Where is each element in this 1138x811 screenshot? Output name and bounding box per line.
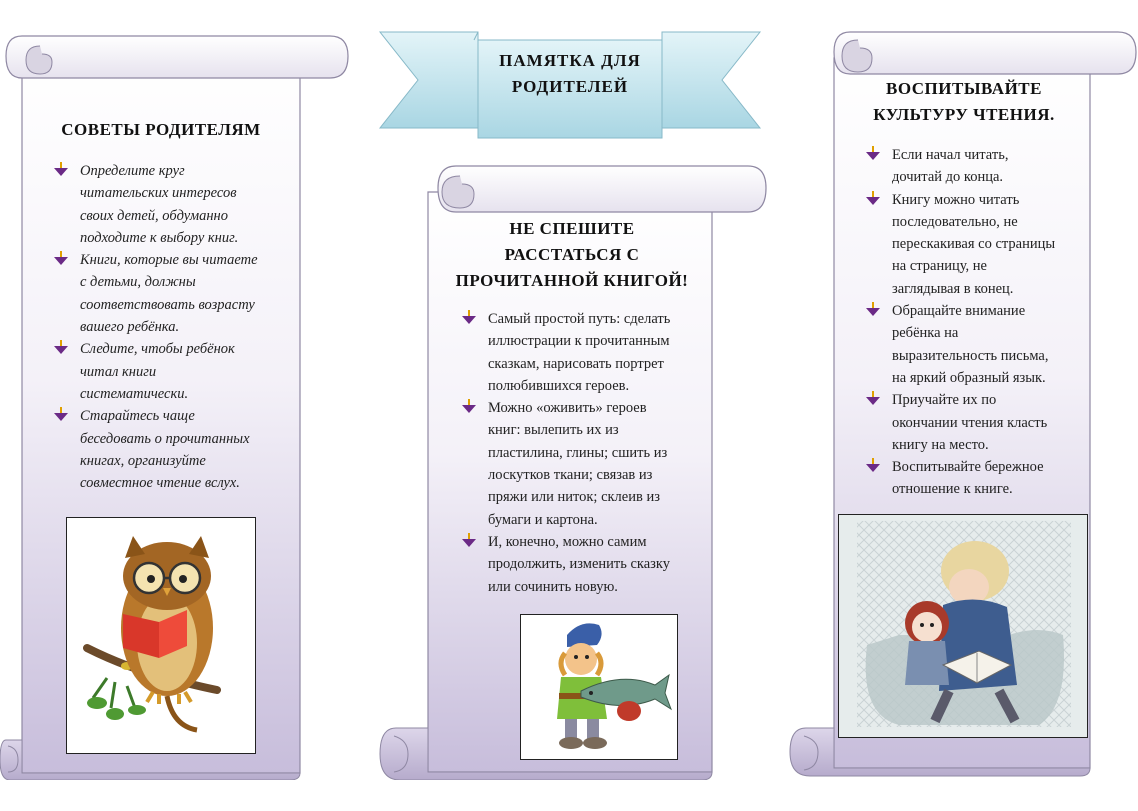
arrow-down-bullet-icon: [462, 399, 476, 413]
arrow-down-bullet-icon: [866, 146, 880, 160]
page-title: [478, 48, 662, 100]
list-item: [54, 160, 304, 249]
owl-illustration: [66, 517, 256, 754]
list-item-text: Приучайте их по окончании чтения класть книгу на место.: [892, 392, 1048, 453]
child-reading-with-doll-icon: [839, 515, 1087, 737]
arrow-down-bullet-icon: [462, 533, 476, 547]
arrow-down-bullet-icon: [54, 407, 68, 421]
middle-advice-list: [462, 308, 712, 598]
list-item-text: Самый простой путь: сделать иллюстрации к прочитанным сказкам, нарисовать портрет полюбившихся героев.: [488, 311, 671, 394]
child-reading-illustration: [838, 514, 1088, 738]
left-panel-title: СОВЕТЫ РОДИТЕЛЯМ: [61, 120, 261, 139]
list-item: [462, 397, 712, 531]
arrow-down-bullet-icon: [462, 310, 476, 324]
arrow-down-bullet-icon: [54, 251, 68, 265]
list-item: [54, 405, 304, 494]
left-scroll-panel: [0, 28, 350, 780]
arrow-down-bullet-icon: [866, 302, 880, 316]
right-title-line1: ВОСПИТЫВАЙТЕ: [886, 79, 1042, 98]
list-item: [866, 189, 1096, 300]
middle-title-line1: НЕ СПЕШИТЕ: [509, 219, 635, 238]
list-item-text: Воспитывайте бережное отношение к книге.: [892, 459, 1044, 498]
right-panel-title: [840, 76, 1088, 128]
middle-panel-title: [432, 216, 712, 294]
list-item-text: Книги, которые вы читаете с детьми, должны соответствовать возрасту вашего ребёнка.: [80, 252, 258, 336]
list-item: [462, 531, 712, 598]
right-advice-list: [866, 144, 1096, 501]
gnome-with-fish-icon: [521, 615, 677, 759]
list-item: [462, 308, 712, 397]
middle-title-line2: РАССТАТЬСЯ С: [504, 245, 640, 264]
list-item: [54, 338, 304, 405]
list-item: [866, 456, 1096, 501]
list-item-text: Обращайте внимание ребёнка на выразительность письма, на яркий образный язык.: [892, 303, 1049, 386]
page-title-line2: РОДИТЕЛЕЙ: [511, 77, 629, 96]
list-item: [866, 300, 1096, 389]
list-item-text: Можно «оживить» героев книг: вылепить их из пластилина, глины; сшить из лоскутков ткани; связав из пряжи или ниток; склеив из бумаги и картона.: [488, 400, 668, 528]
middle-title-line3: ПРОЧИТАННОЙ КНИГОЙ!: [455, 271, 689, 290]
list-item: [866, 144, 1096, 189]
list-item-text: Если начал читать, дочитай до конца.: [892, 147, 1009, 186]
left-advice-list: [54, 160, 304, 494]
list-item-text: Старайтесь чаще беседовать о прочитанных книгах, организуйте совместное чтение вслух.: [80, 408, 250, 492]
right-title-line2: КУЛЬТУРУ ЧТЕНИЯ.: [873, 105, 1055, 124]
owl-reading-book-icon: [67, 518, 255, 753]
list-item: [54, 249, 304, 338]
arrow-down-bullet-icon: [866, 391, 880, 405]
arrow-down-bullet-icon: [54, 162, 68, 176]
arrow-down-bullet-icon: [866, 458, 880, 472]
title-ribbon: [378, 28, 762, 146]
right-scroll-panel: [788, 28, 1138, 780]
list-item-text: И, конечно, можно самим продолжить, изменить сказку или сочинить новую.: [488, 533, 670, 595]
list-item-text: Книгу можно читать последовательно, не перескакивая со страницы на страницу, не заглядывая в конец.: [892, 191, 1056, 297]
gnome-illustration: [520, 614, 678, 760]
middle-scroll-panel: [376, 162, 768, 780]
arrow-down-bullet-icon: [54, 340, 68, 354]
page-title-line1: ПАМЯТКА ДЛЯ: [499, 51, 641, 70]
list-item-text: Определите круг читательских интересов своих детей, обдуманно подходите к выбору книг.: [80, 163, 239, 246]
arrow-down-bullet-icon: [866, 191, 880, 205]
list-item-text: Следите, чтобы ребёнок читал книги систематически.: [80, 341, 235, 402]
list-item: [866, 389, 1096, 456]
